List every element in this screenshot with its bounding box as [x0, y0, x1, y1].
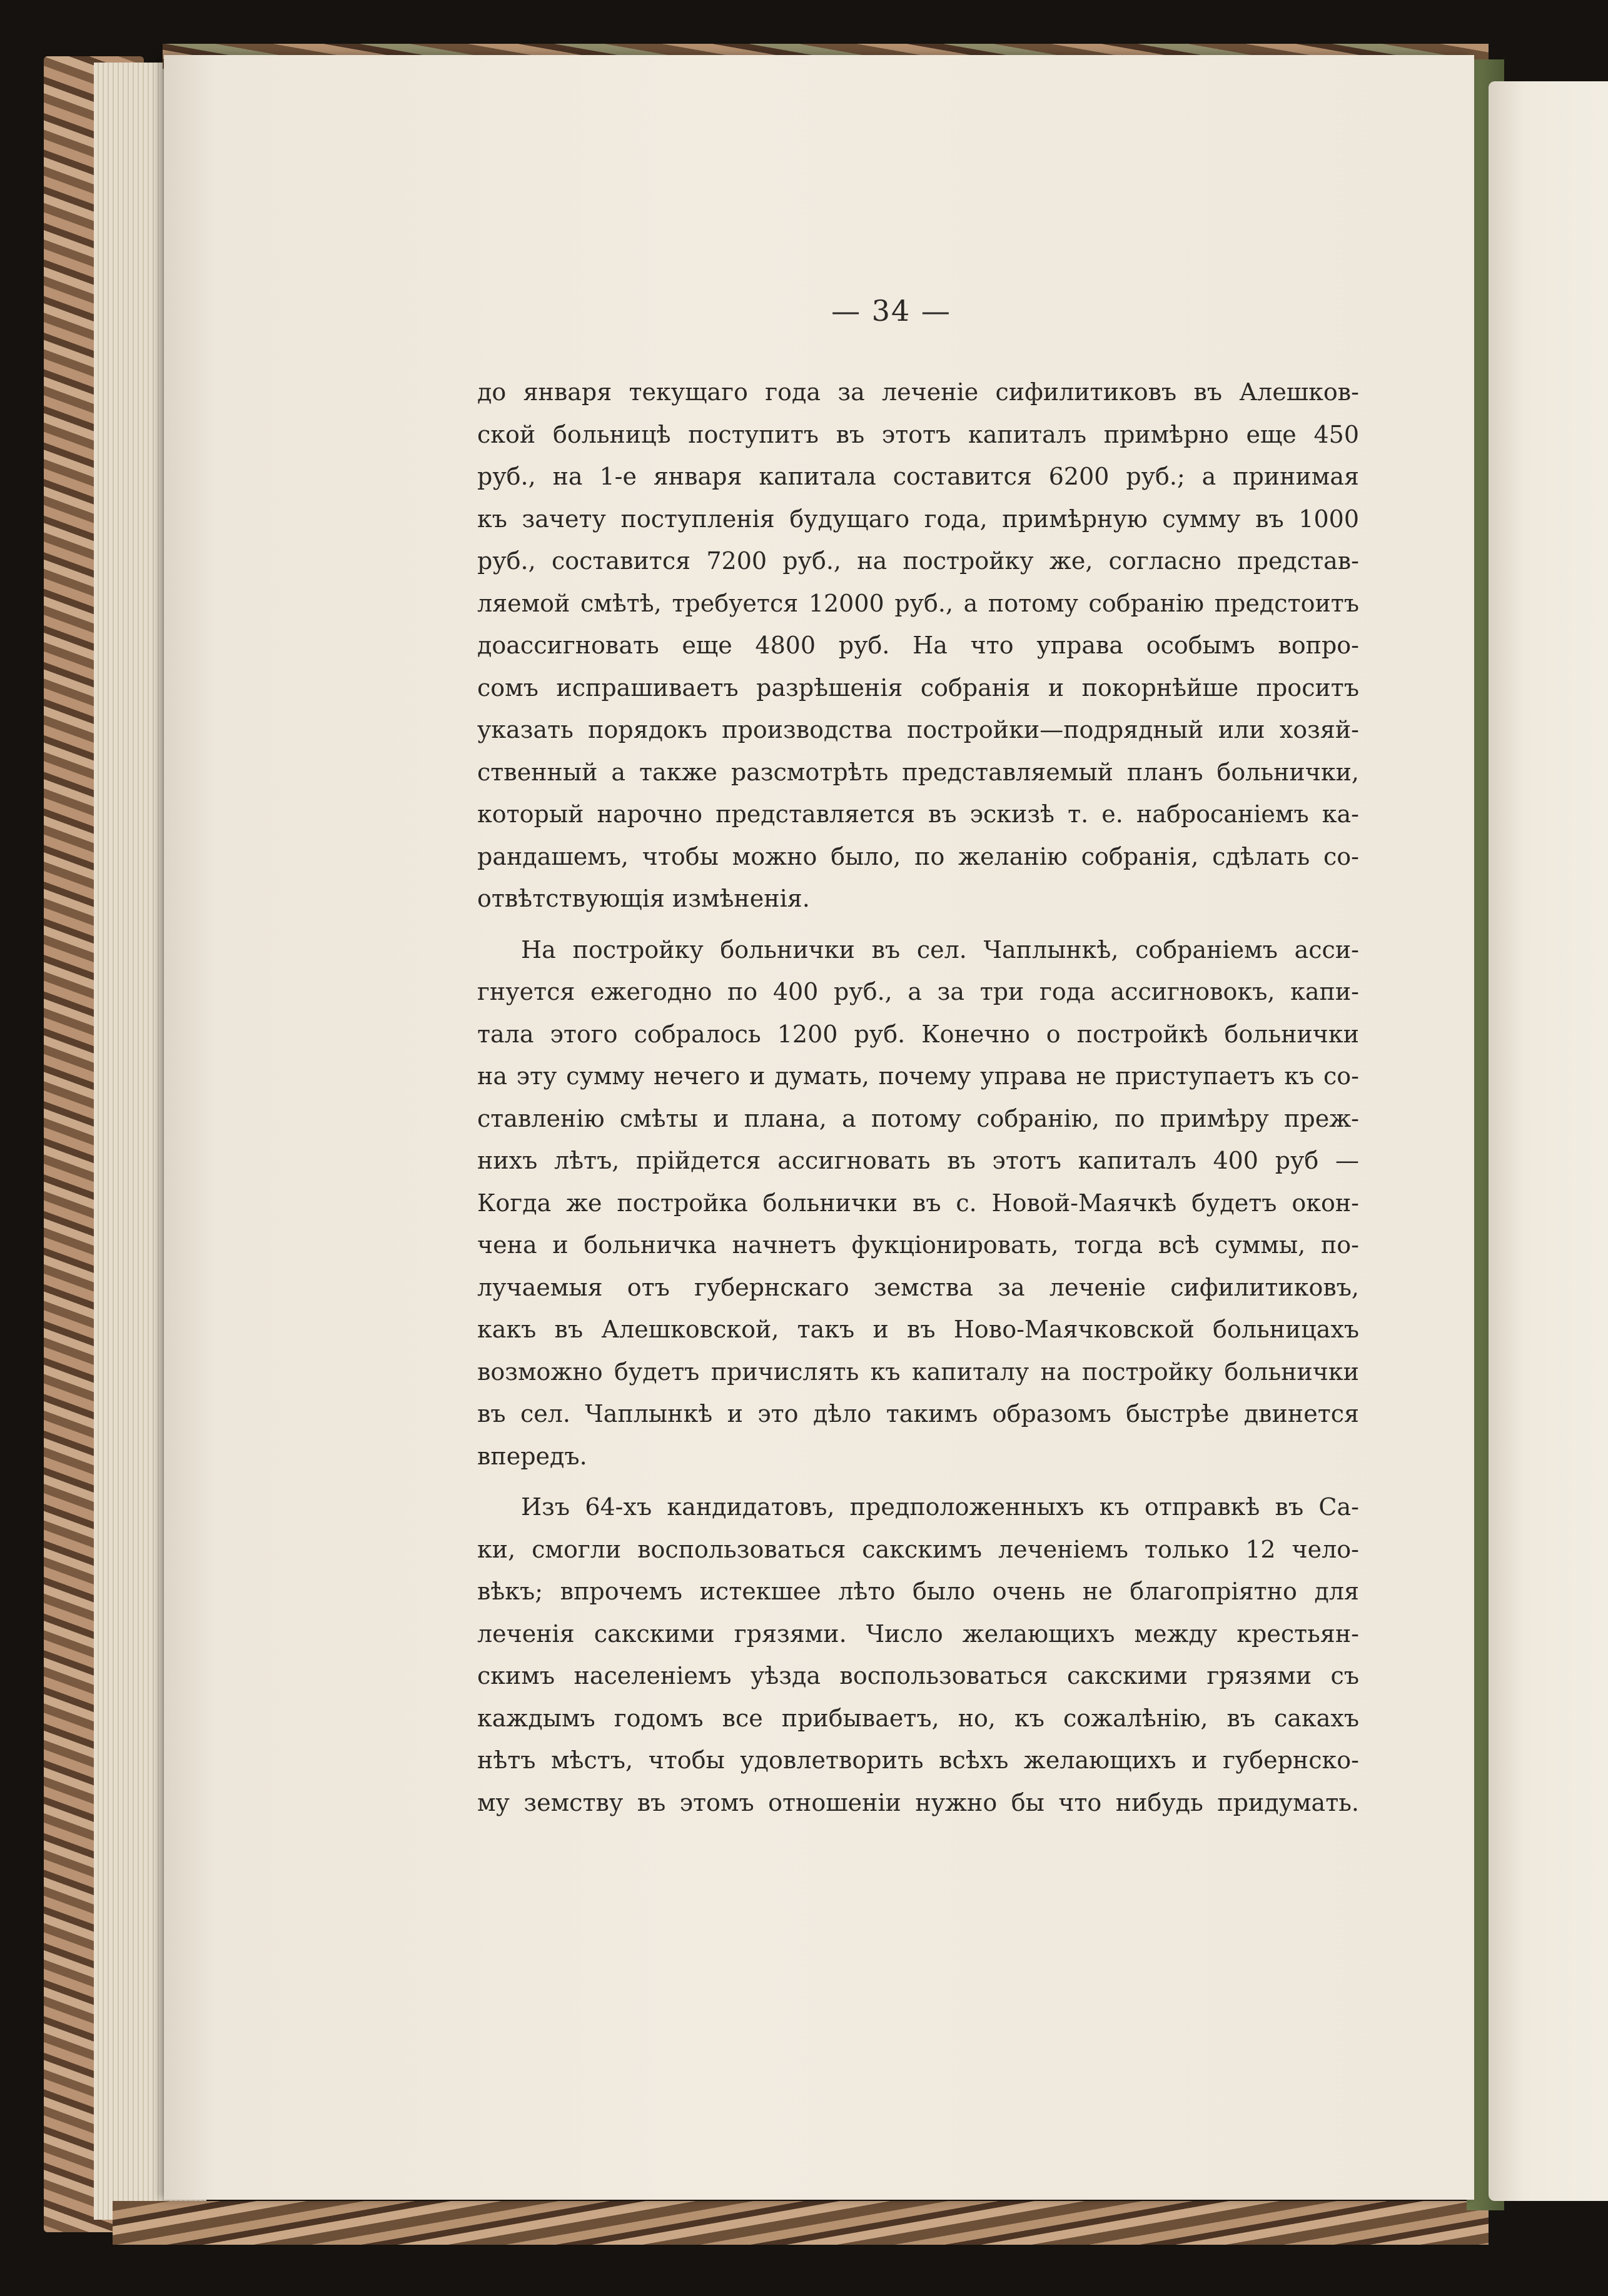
paragraph-1	[477, 371, 1359, 920]
text-line: который нарочно представляется въ эскизѣ т. е. набросаніемъ ка-	[477, 800, 1359, 828]
text-line: руб., на 1-е января капитала составится 6200 руб.; а принимая	[477, 463, 1359, 490]
text-line: ской больницѣ поступитъ въ этотъ капиталъ примѣрно еще 450	[477, 420, 1359, 448]
text-line: руб., составится 7200 руб., на постройку же, согласно представ-	[477, 547, 1359, 575]
text-line: лучаемыя отъ губернскаго земства за леченіе сифилитиковъ,	[477, 1273, 1359, 1301]
paragraph-2	[477, 929, 1359, 1478]
text-line: къ зачету поступленія будущаго года, примѣрную сумму въ 1000	[477, 505, 1359, 533]
text-line: возможно будетъ причислять къ капиталу на постройку больнички	[477, 1357, 1359, 1386]
page-number: — 34 —	[831, 294, 951, 328]
text-line: леченія сакскими грязями. Число желающихъ между крестьян-	[477, 1619, 1359, 1648]
text-line: нѣтъ мѣстъ, чтобы удовлетворить всѣхъ желающихъ и губернско-	[477, 1746, 1359, 1774]
text-line: гнуется ежегодно по 400 руб., а за три года ассигновокъ, капи-	[477, 978, 1359, 1005]
text-line: рандашемъ, чтобы можно было, по желанію собранія, сдѣлать со-	[477, 842, 1359, 870]
text-line: Когда же постройка больнички въ с. Новой-Маячкѣ будетъ окон-	[477, 1189, 1359, 1217]
book-edge-bottom	[113, 2201, 1489, 2245]
text-line: до января текущаго года за леченіе сифилитиковъ въ Алешков-	[477, 378, 1359, 406]
text-line: какъ въ Алешковской, такъ и въ Ново-Маячковской больницахъ	[477, 1316, 1359, 1343]
text-line: доассигновать еще 4800 руб. На что управа особымъ вопро-	[477, 632, 1359, 659]
text-line: тала этого собралось 1200 руб. Конечно о постройкѣ больнички	[477, 1020, 1359, 1048]
text-line: въ сел. Чаплынкѣ и это дѣло такимъ образомъ быстрѣе двинется	[477, 1400, 1359, 1427]
text-line: нихъ лѣтъ, прійдется ассигновать въ этотъ капиталъ 400 руб —	[477, 1147, 1359, 1174]
paragraph-3	[477, 1486, 1359, 1824]
text-line: ляемой смѣтѣ, требуется 12000 руб., а потому собранію предстоитъ	[477, 589, 1359, 617]
text-line: ственный а также разсмотрѣть представляемый планъ больнички,	[477, 758, 1359, 786]
text-line: впередъ.	[477, 1442, 587, 1470]
text-line: Изъ 64-хъ кандидатовъ, предположенныхъ къ отправкѣ въ Са-	[521, 1493, 1359, 1521]
facing-page	[1489, 81, 1608, 2201]
text-line: ставленію смѣты и плана, а потому собранію, по примѣру преж-	[477, 1104, 1359, 1132]
text-line: чена и больничка начнетъ фукціонировать, тогда всѣ суммы, по-	[477, 1231, 1359, 1259]
text-line: му земству въ этомъ отношеніи нужно бы что нибудь придумать.	[477, 1788, 1359, 1816]
text-line: отвѣтствующія измѣненія.	[477, 885, 810, 912]
text-line: указать порядокъ производства постройки—подрядный или хозяй-	[477, 716, 1359, 743]
text-line: сомъ испрашиваетъ разрѣшенія собранія и покорнѣйше проситъ	[477, 673, 1359, 702]
text-line: на эту сумму нечего и думать, почему управа не приступаетъ къ со-	[477, 1062, 1359, 1090]
text-line: скимъ населеніемъ уѣзда воспользоваться сакскими грязями съ	[477, 1662, 1359, 1689]
text-line: На постройку больнички въ сел. Чаплынкѣ, собраніемъ асси-	[521, 935, 1359, 964]
text-line: ки, смогли воспользоваться сакскимъ леченіемъ только 12 чело-	[477, 1535, 1359, 1563]
text-body	[477, 371, 1359, 1824]
text-line: вѣкъ; впрочемъ истекшее лѣто было очень не благопріятно для	[477, 1578, 1359, 1605]
text-line: каждымъ годомъ все прибываетъ, но, къ сожалѣнію, въ сакахъ	[477, 1704, 1359, 1732]
